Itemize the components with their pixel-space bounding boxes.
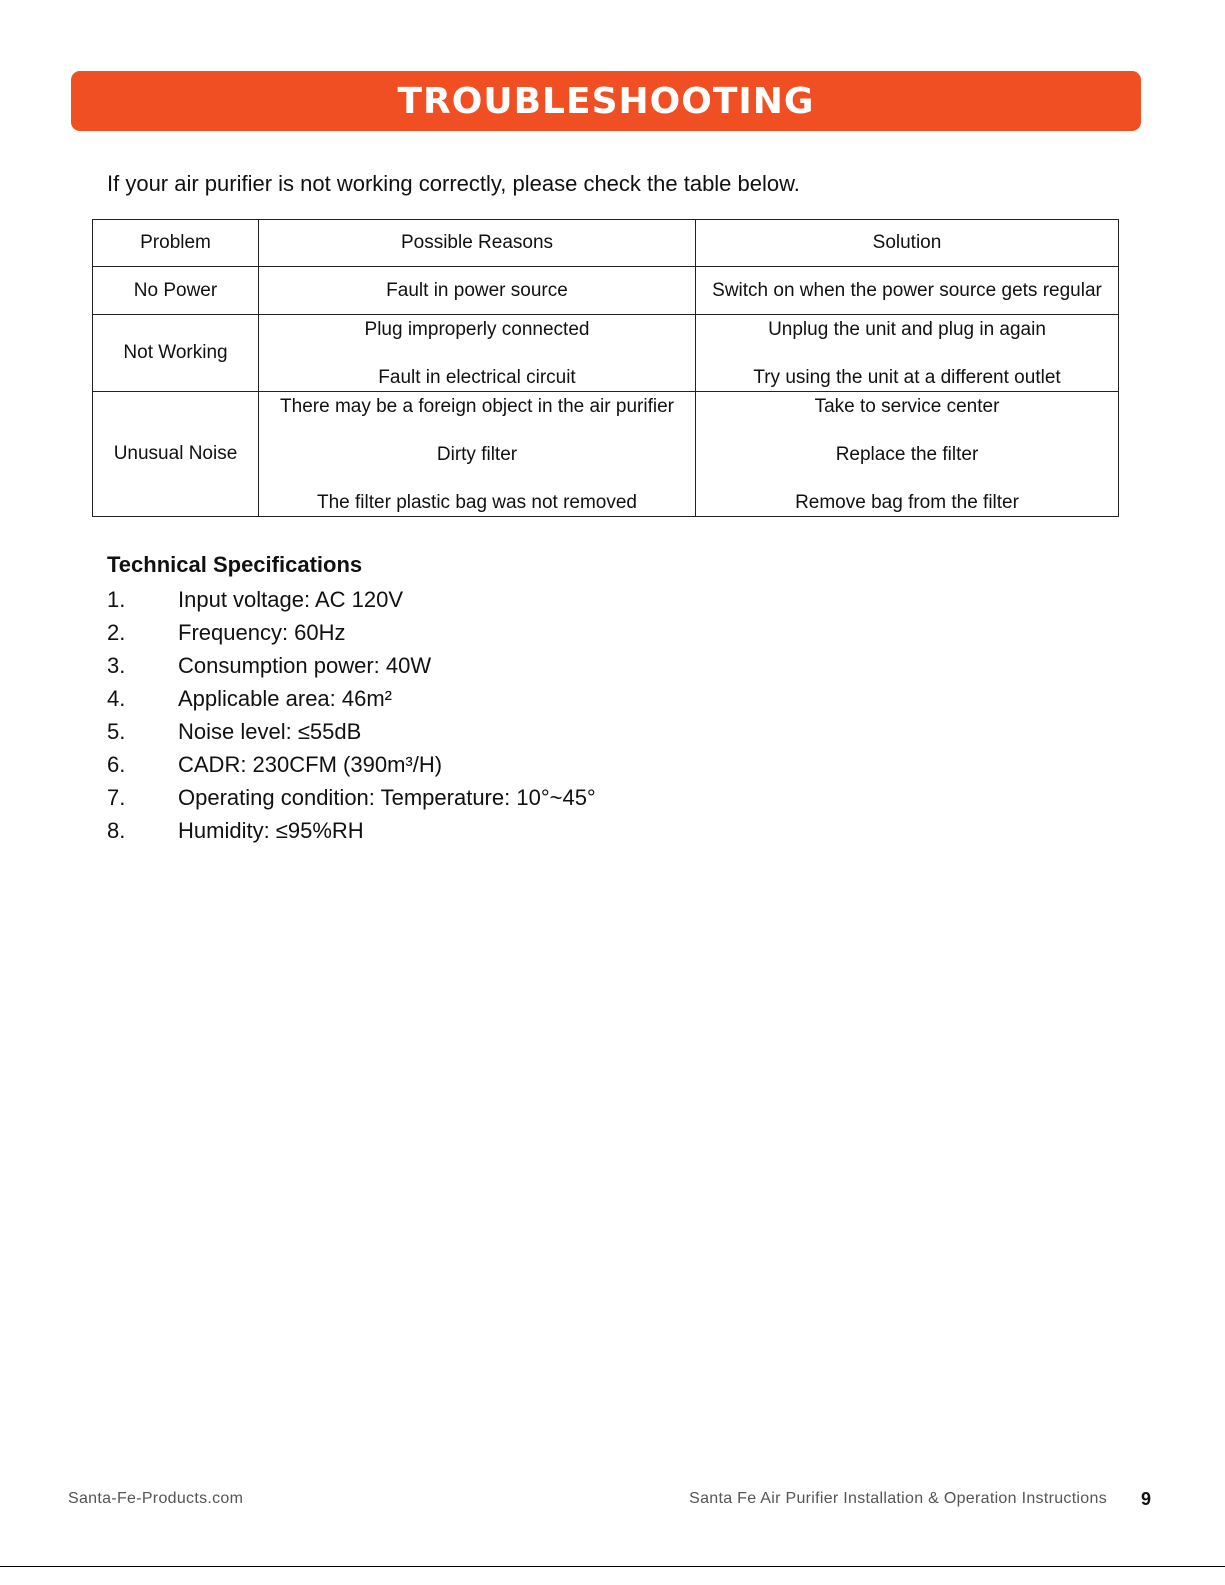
item-number: 1. [107, 587, 126, 612]
title-banner [71, 71, 1141, 131]
specs-list [107, 585, 596, 849]
solution-cell: Switch on when the power source gets regular [696, 267, 1119, 315]
item-number: 8. [107, 818, 126, 843]
item-number: 5. [107, 719, 126, 744]
page-number: 9 [1141, 1489, 1152, 1509]
reason-cell: Fault in power source [259, 267, 696, 315]
table-row [93, 392, 1119, 517]
reason-item: Plug improperly connected [364, 319, 590, 340]
item-text: Noise level: ≤55dB [178, 719, 362, 744]
problem-cell: Unusual Noise [93, 392, 259, 517]
specs-heading: Technical Specifications [107, 552, 363, 577]
item-text: Operating condition: Temperature: 10°~45° [178, 785, 596, 810]
list-item [107, 651, 596, 684]
item-number: 6. [107, 752, 126, 777]
header-solution: Solution [696, 220, 1119, 267]
intro-text: If your air purifier is not working correctly, please check the table below. [107, 171, 800, 196]
item-text: Frequency: 60Hz [178, 620, 346, 645]
item-number: 2. [107, 620, 126, 645]
table-row [93, 267, 1119, 315]
solution-item: Take to service center [814, 396, 1000, 417]
list-item [107, 585, 596, 618]
list-item [107, 717, 596, 750]
bottom-divider [0, 1566, 1225, 1567]
list-item [107, 816, 596, 849]
list-item [107, 750, 596, 783]
item-number: 4. [107, 686, 126, 711]
problem-cell: No Power [93, 267, 259, 315]
solution-item: Unplug the unit and plug in again [768, 319, 1046, 340]
item-number: 3. [107, 653, 126, 678]
item-text: Humidity: ≤95%RH [178, 818, 364, 843]
table-row [93, 315, 1119, 392]
table-header-row [93, 220, 1119, 267]
item-number: 7. [107, 785, 126, 810]
solution-item: Replace the filter [835, 444, 979, 465]
reasons-cell [259, 315, 696, 392]
item-text: Applicable area: 46m² [178, 686, 393, 711]
item-text: Consumption power: 40W [178, 653, 432, 678]
solutions-cell [696, 392, 1119, 517]
solutions-cell [696, 315, 1119, 392]
reason-item: The filter plastic bag was not removed [317, 492, 637, 513]
header-problem: Problem [93, 220, 259, 267]
troubleshooting-table [92, 219, 1119, 517]
reason-item: Dirty filter [436, 444, 518, 465]
reasons-cell [259, 392, 696, 517]
reason-item: There may be a foreign object in the air purifier [280, 396, 674, 417]
problem-cell: Not Working [93, 315, 259, 392]
footer-document-title: Santa Fe Air Purifier Installation & Operation Instructions [689, 1490, 1107, 1507]
reason-item: Fault in electrical circuit [378, 367, 576, 388]
header-possible-reasons: Possible Reasons [259, 220, 696, 267]
page-title: TROUBLESHOOTING [397, 80, 815, 122]
footer-website: Santa-Fe-Products.com [68, 1490, 244, 1507]
solution-item: Try using the unit at a different outlet [753, 367, 1061, 388]
item-text: CADR: 230CFM (390m³/H) [178, 752, 443, 777]
solution-item: Remove bag from the filter [795, 492, 1019, 513]
item-text: Input voltage: AC 120V [178, 587, 404, 612]
list-item [107, 618, 596, 651]
list-item [107, 783, 596, 816]
list-item [107, 684, 596, 717]
